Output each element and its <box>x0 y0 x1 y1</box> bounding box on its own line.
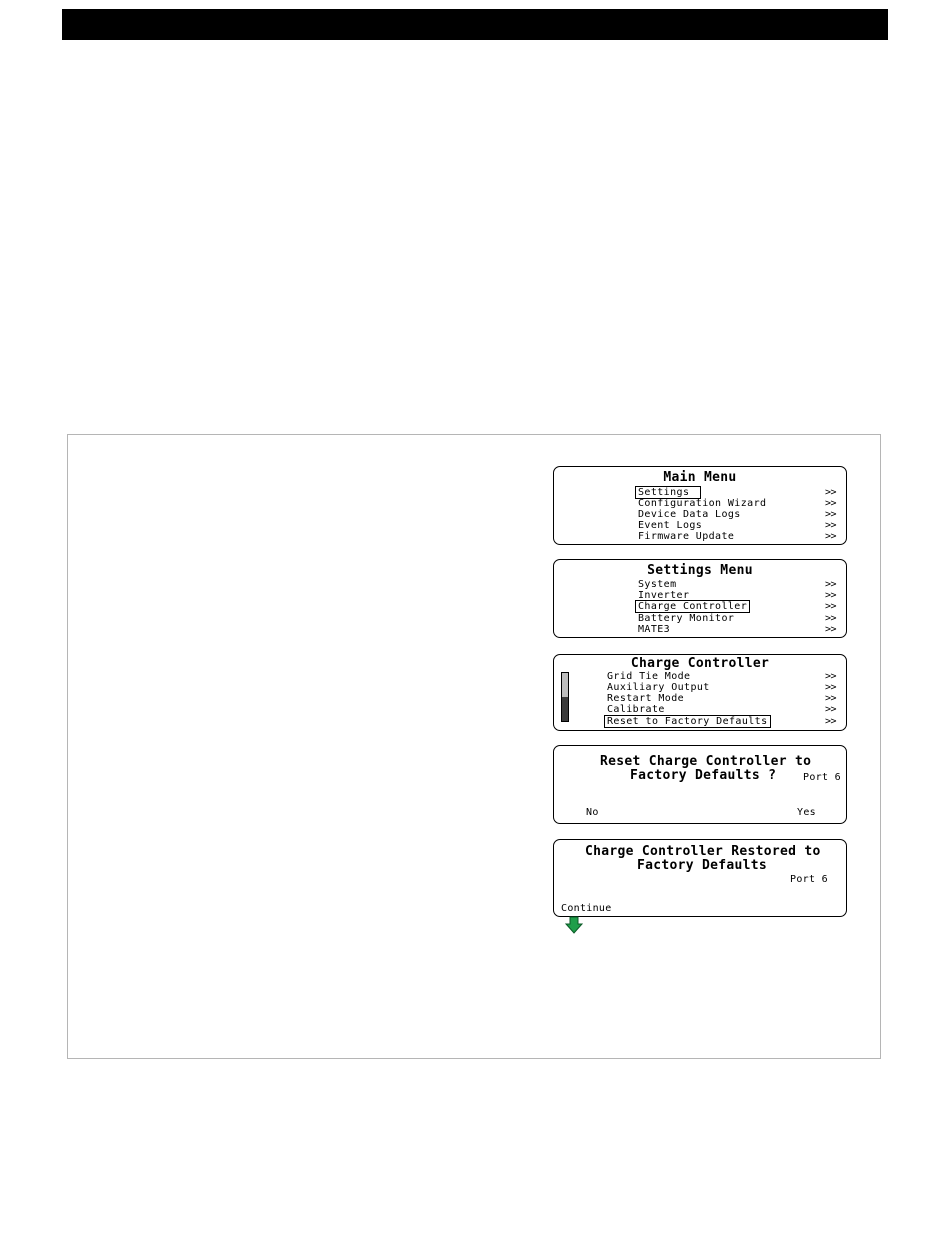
charge-controller-screen <box>553 654 847 731</box>
down-arrow-icon <box>565 916 583 934</box>
page-header-bar <box>62 9 888 40</box>
menu-item-reset-to-factory-defaults-arrow: >> <box>824 716 836 727</box>
menu-item-firmware-update-arrow: >> <box>824 531 836 542</box>
menu-item-event-logs-arrow: >> <box>824 520 836 531</box>
menu-item-battery-monitor[interactable]: Battery Monitor <box>638 613 735 624</box>
menu-item-system[interactable]: System <box>638 579 677 590</box>
menu-item-grid-tie-mode[interactable]: Grid Tie Mode <box>607 671 691 682</box>
menu-item-inverter[interactable]: Inverter <box>638 590 690 601</box>
menu-item-mate3[interactable]: MATE3 <box>638 624 671 635</box>
menu-item-battery-monitor-arrow: >> <box>824 613 836 624</box>
settings-menu-screen <box>553 559 847 638</box>
menu-item-device-data-logs[interactable]: Device Data Logs <box>638 509 741 520</box>
main-menu-title: Main Menu <box>663 470 737 485</box>
menu-item-charge-controller[interactable]: Charge Controller <box>638 601 748 612</box>
charge-controller-title: Charge Controller <box>630 656 770 671</box>
menu-item-auxiliary-output-arrow: >> <box>824 682 836 693</box>
reset-confirm-port: Port 6 <box>803 772 841 783</box>
menu-item-auxiliary-output[interactable]: Auxiliary Output <box>607 682 710 693</box>
yes-button[interactable]: Yes <box>797 807 816 818</box>
no-button[interactable]: No <box>586 807 599 818</box>
menu-scrollbar-thumb[interactable] <box>562 697 568 721</box>
menu-item-restart-mode[interactable]: Restart Mode <box>607 693 685 704</box>
restored-port: Port 6 <box>790 874 828 885</box>
restored-line2: Factory Defaults <box>637 858 768 873</box>
menu-item-configuration-wizard[interactable]: Configuration Wizard <box>638 498 767 509</box>
menu-item-restart-mode-arrow: >> <box>824 693 836 704</box>
main-menu-screen <box>553 466 847 545</box>
menu-item-system-arrow: >> <box>824 579 836 590</box>
reset-confirm-line2: Factory Defaults ? <box>630 768 777 783</box>
menu-item-grid-tie-mode-arrow: >> <box>824 671 836 682</box>
menu-item-firmware-update[interactable]: Firmware Update <box>638 531 735 542</box>
menu-item-settings[interactable]: Settings <box>636 487 700 498</box>
continue-button[interactable]: Continue <box>561 903 612 914</box>
restored-line1: Charge Controller Restored to <box>585 844 821 859</box>
menu-item-calibrate-arrow: >> <box>824 704 836 715</box>
menu-scrollbar[interactable] <box>561 672 569 722</box>
restored-screen <box>553 839 847 917</box>
menu-item-configuration-wizard-arrow: >> <box>824 498 836 509</box>
menu-item-settings-arrow: >> <box>824 487 836 498</box>
menu-item-reset-to-factory-defaults[interactable]: Reset to Factory Defaults <box>607 716 768 727</box>
menu-item-mate3-arrow: >> <box>824 624 836 635</box>
menu-item-calibrate[interactable]: Calibrate <box>607 704 665 715</box>
settings-menu-title: Settings Menu <box>647 563 753 578</box>
menu-item-charge-controller-arrow: >> <box>824 601 836 612</box>
menu-item-inverter-arrow: >> <box>824 590 836 601</box>
menu-item-device-data-logs-arrow: >> <box>824 509 836 520</box>
reset-confirm-line1: Reset Charge Controller to <box>600 754 812 769</box>
menu-item-event-logs[interactable]: Event Logs <box>638 520 703 531</box>
reset-confirm-screen <box>553 745 847 824</box>
